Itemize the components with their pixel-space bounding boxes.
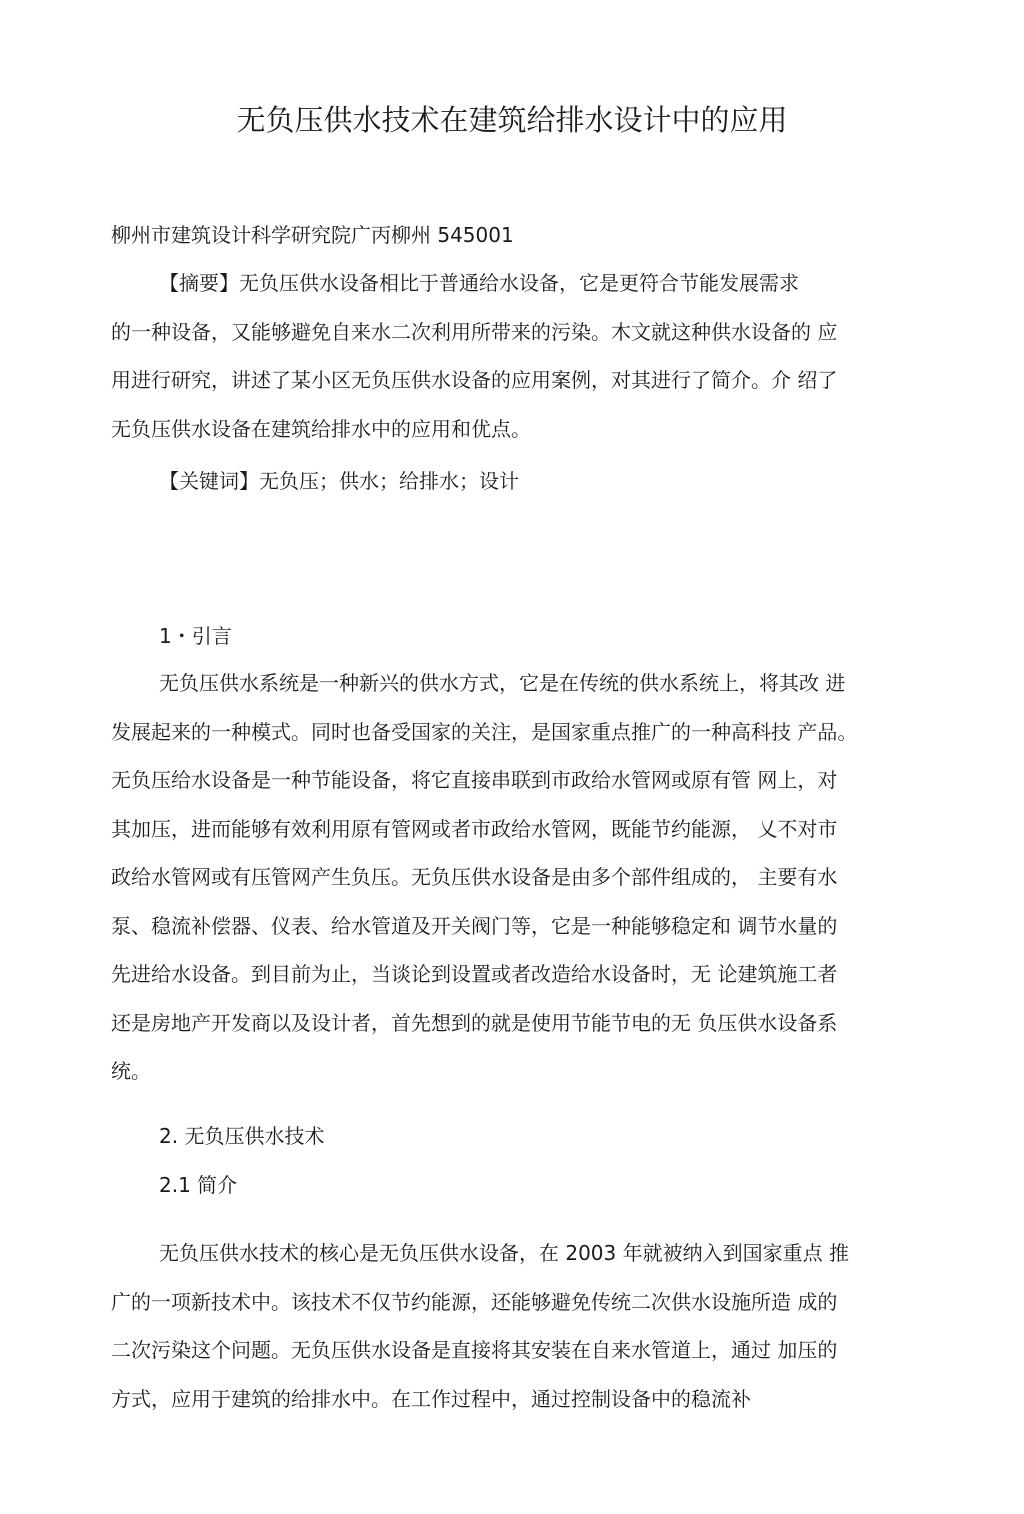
body-line: 发展起来的一种模式。同时也备受国家的关注，是国家重点推广的一种高科技 产品。 (111, 719, 858, 744)
body-line: 方式，应用于建筑的给排水中。在工作过程中，通过控制设备中的稳流补 (111, 1386, 751, 1411)
body-line: 泵、稳流补偿器、仪表、给水管道及开关阀门等，它是一种能够稳定和 调节水量的 (111, 913, 838, 938)
body-line: 二次污染这个问题。无负压供水设备是直接将其安装在自来水管道上，通过 加压的 (111, 1338, 838, 1362)
section-heading: 2. 无负压供水技术 (159, 1124, 325, 1148)
subsection-heading: 2.1 简介 (159, 1173, 238, 1197)
section-heading: 1・引言 (159, 624, 232, 648)
keywords-paragraph (111, 457, 923, 506)
body-line: 先进给水设备。到目前为止，当谈论到设置或者改造给水设备时，无 论建筑施工者 (111, 962, 838, 986)
body-line: 还是房地产开发商以及设计者，首先想到的就是使用节能节电的无 负压供水设备系 (111, 1010, 838, 1035)
body-line: 政给水管网或有压管网产生负压。无负压供水设备是由多个部件组成的， 主要有水 (111, 865, 838, 889)
abstract-line: 用进行研究，讲述了某小区无负压供水设备的应用案例，对其进行了简介。介 绍了 (111, 368, 838, 392)
body-line: 无负压供水技术的核心是无负压供水设备，在 2003 年就被纳入到国家重点 推 (159, 1241, 849, 1265)
abstract-line: 无负压供水设备在建筑给排水中的应用和优点。 (111, 416, 531, 441)
body-line: 无负压供水系统是一种新兴的供水方式，它是在传统的供水系统上，将其改 进 (159, 671, 846, 695)
subsection-paragraph (111, 1229, 923, 1423)
body-line: 无负压给水设备是一种节能设备，将它直接串联到市政给水管网或原有管 网上，对 (111, 768, 838, 792)
keywords-line: 【关键词】无负压；供水；给排水；设计 (159, 469, 519, 493)
body-line: 其加压，进而能够有效利用原有管网或者市政给水管网，既能节约能源， 乂不对市 (111, 816, 838, 841)
abstract-line: 的一种设备，又能够避免自来水二次利用所带来的污染。木文就这种供水设备的 应 (111, 319, 838, 344)
body-line: 统。 (111, 1059, 151, 1083)
abstract-line: 【摘要】无负压供水设备相比于普通给水设备，它是更符合节能发展需求 (159, 271, 799, 295)
document-title: 无负压供水技术在建筑给排水设计中的应用 (236, 103, 788, 137)
author-affiliation: 柳州市建筑设计科学研究院广丙柳州 545001 (111, 223, 514, 247)
abstract-paragraph (111, 259, 923, 453)
body-line: 广的一项新技术中。该技术不仅节约能源，还能够避免传统二次供水设施所造 成的 (111, 1289, 838, 1314)
section-paragraph (111, 659, 923, 1096)
